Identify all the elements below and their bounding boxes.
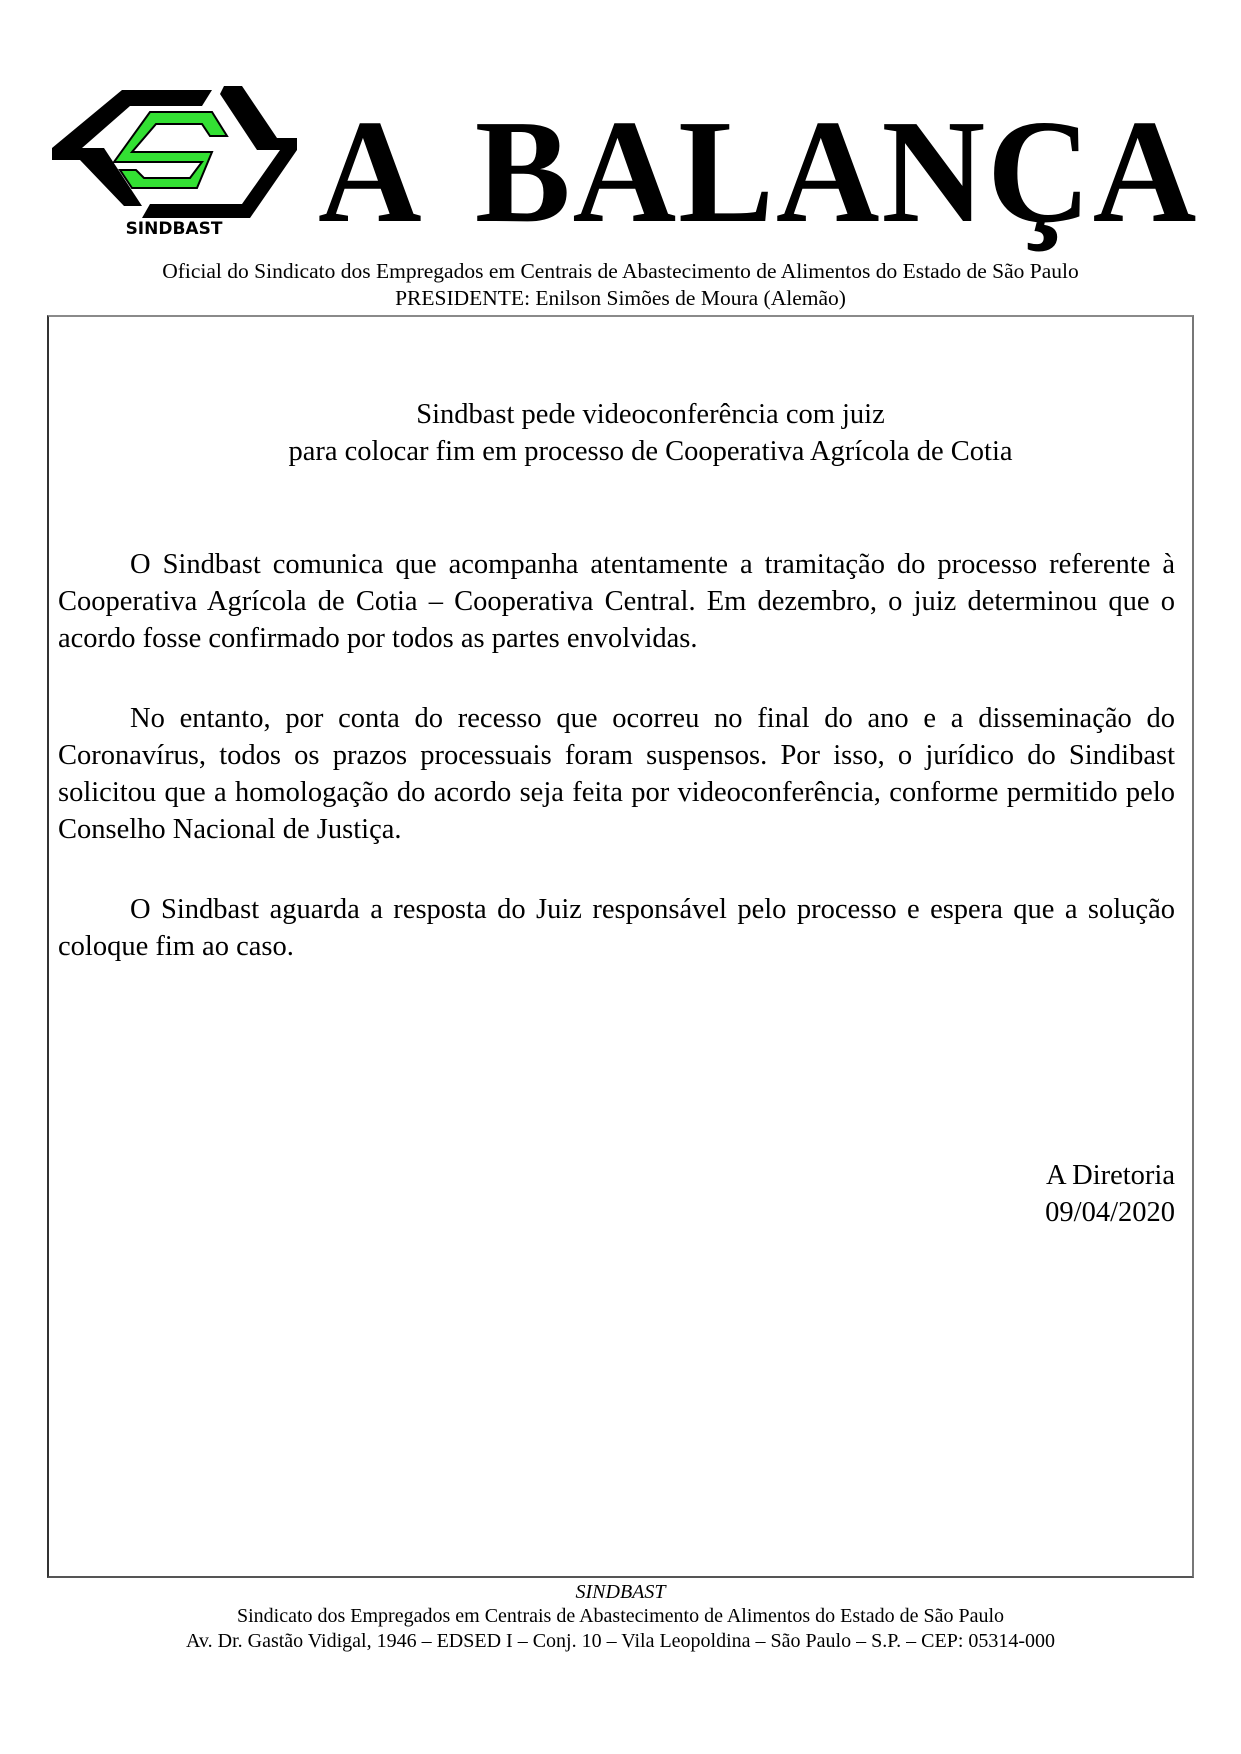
article-paragraph [58, 891, 1175, 965]
logo-text: SINDBAST [125, 219, 223, 238]
headline-line-2: para colocar fim em processo de Cooperativa Agrícola de Cotia [288, 436, 1013, 467]
paragraph-text: O Sindbast aguarda a resposta do Juiz responsável pelo processo e espera que a solução coloque fim ao caso. [58, 894, 1175, 962]
signature-name: A Diretoria [1045, 1160, 1175, 1191]
sindbast-logo [52, 78, 297, 238]
subtitle-president: PRESIDENTE: Enilson Simões de Moura (Alemão) [395, 286, 846, 310]
headline-line-1: Sindbast pede videoconferência com juiz [416, 399, 885, 430]
newsletter-title: A BALANÇA [318, 90, 1199, 254]
paragraph-text: No entanto, por conta do recesso que ocorreu no final do ano e a disseminação do Coronavírus, todos os prazos processuais foram suspensos. Por isso, o jurídico do Sindibast solicitou que a homologação do acordo seja feita por videoconferência, conforme permitido pelo Conselho Nacional de Justiça. [58, 703, 1175, 845]
subtitle-official: Oficial do Sindicato dos Empregados em Centrais de Abastecimento de Alimentos do Estado de São Paulo [162, 259, 1079, 283]
paragraph-text: O Sindbast comunica que acompanha atentamente a tramitação do processo referente à Cooperativa Agrícola de Cotia – Cooperativa Central. Em dezembro, o juiz determinou que o acordo fosse confirmado por todos as partes envolvidas. [58, 549, 1175, 654]
sindbast-logo-icon [52, 78, 297, 238]
article-paragraph [58, 700, 1175, 848]
article-paragraph [58, 546, 1175, 657]
footer-org-short: SINDBAST [575, 1581, 666, 1603]
footer-address: Av. Dr. Gastão Vidigal, 1946 – EDSED I – Conj. 10 – Vila Leopoldina – São Paulo – S.P. – CEP: 05314-000 [185, 1630, 1056, 1652]
footer-org-full: Sindicato dos Empregados em Centrais de Abastecimento de Alimentos do Estado de São Paulo [236, 1605, 1005, 1627]
signature-block [1045, 1157, 1175, 1231]
signature-date: 09/04/2020 [1045, 1197, 1175, 1228]
